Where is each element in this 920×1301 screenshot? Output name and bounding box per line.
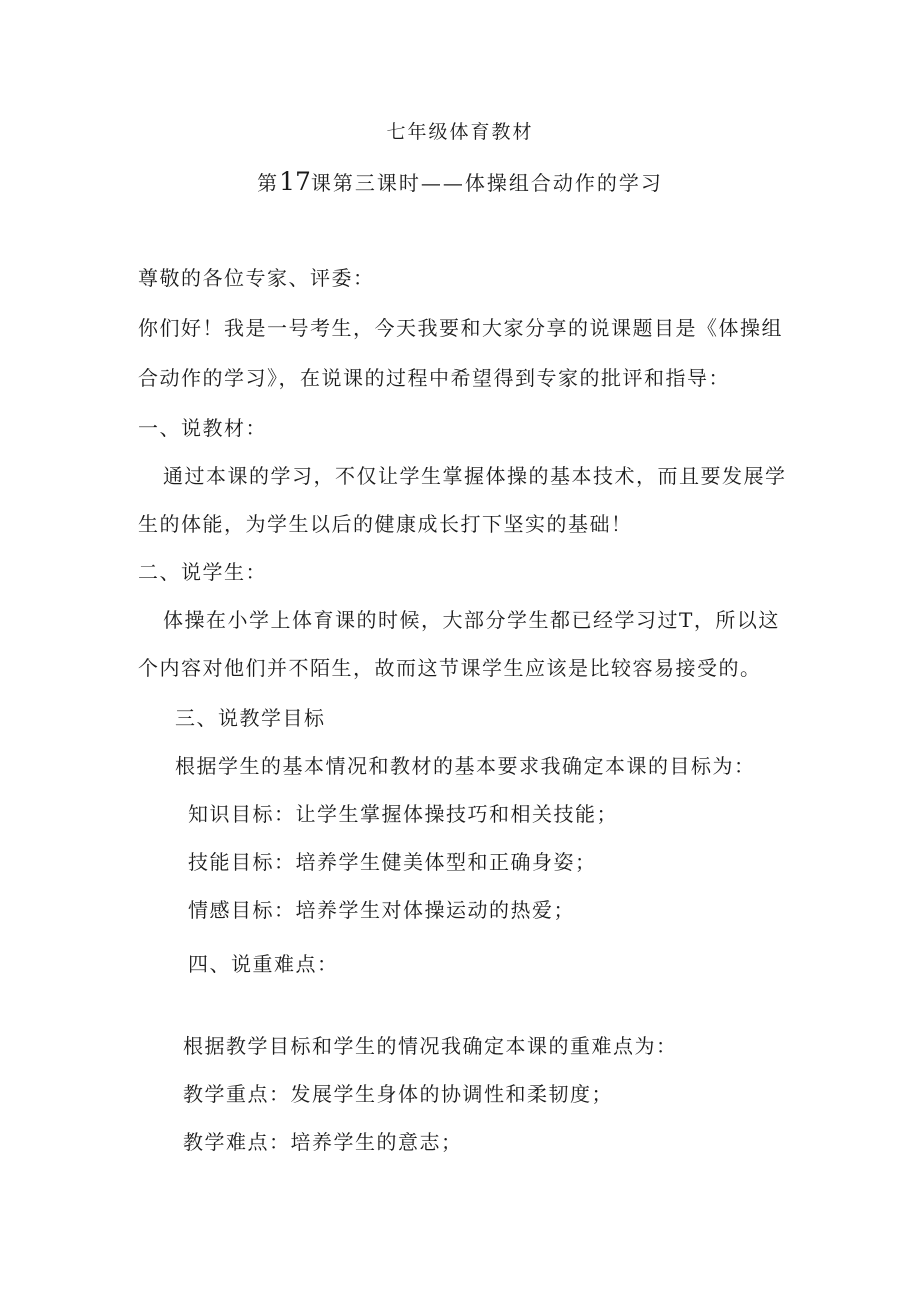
section-3-intro: 根据学生的基本情况和教材的基本要求我确定本课的目标为： bbox=[175, 754, 756, 778]
section-3-heading: 三、说教学目标 bbox=[175, 706, 326, 730]
section-2-line-1: 体操在小学上体育课的时候，大部分学生都已经学习过T，所以这 bbox=[163, 608, 780, 632]
subtitle-text: 课第三课时——体操组合动作的学习 bbox=[310, 171, 663, 195]
subtitle-lesson-number: 17 bbox=[279, 167, 311, 196]
section-2-line-2: 个内容对他们并不陌生，故而这节课学生应该是比较容易接受的。 bbox=[138, 656, 762, 680]
document-title: 七年级体育教材 bbox=[386, 121, 534, 143]
section-4-intro: 根据教学目标和学生的情况我确定本课的重难点为： bbox=[183, 1034, 678, 1058]
section-1-heading: 一、说教材： bbox=[138, 416, 267, 440]
section-4-heading: 四、说重难点： bbox=[188, 952, 339, 976]
document-subtitle bbox=[0, 168, 920, 197]
greeting: 尊敬的各位专家、评委： bbox=[138, 266, 375, 290]
intro-line-1: 你们好！我是一号考生，今天我要和大家分享的说课题目是《体操组 bbox=[138, 316, 783, 340]
subtitle-prefix: 第 bbox=[257, 171, 280, 195]
section-1-line-2: 生的体能，为学生以后的健康成长打下坚实的基础！ bbox=[138, 512, 633, 536]
difficult-point: 教学难点：培养学生的意志； bbox=[183, 1130, 463, 1154]
goal-knowledge: 知识目标：让学生掌握体操技巧和相关技能； bbox=[188, 802, 618, 826]
section-1-line-1: 通过本课的学习，不仅让学生掌握体操的基本技术，而且要发展学 bbox=[163, 464, 787, 488]
goal-emotion: 情感目标：培养学生对体操运动的热爱； bbox=[188, 898, 575, 922]
section-2-heading: 二、说学生： bbox=[138, 560, 267, 584]
intro-line-2: 合动作的学习》，在说课的过程中希望得到专家的批评和指导： bbox=[138, 366, 730, 390]
key-point: 教学重点：发展学生身体的协调性和柔韧度； bbox=[183, 1082, 613, 1106]
goal-skill: 技能目标：培养学生健美体型和正确身姿； bbox=[188, 850, 597, 874]
